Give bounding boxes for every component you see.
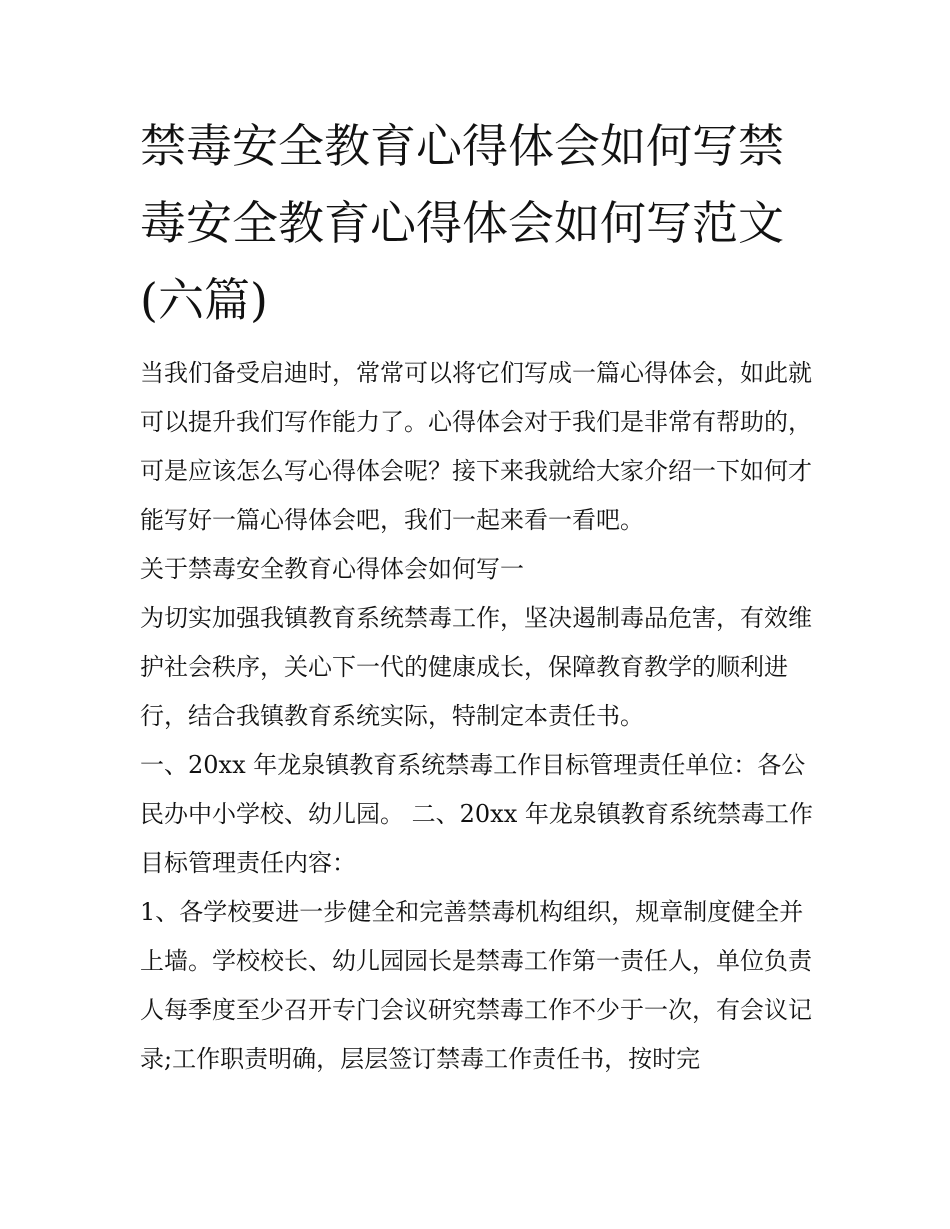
document-body	[140, 349, 818, 1084]
intro-paragraph: 当我们备受启迪时，常常可以将它们写成一篇心得体会，如此就可以提升我们写作能力了。心得体会对于我们是非常有帮助的，可是应该怎么写心得体会呢？接下来我就给大家介绍一下如何才能写好一篇心得体会吧，我们一起来看一看吧。	[140, 359, 812, 534]
body-paragraph: 一、20xx 年龙泉镇教育系统禁毒工作目标管理责任单位：各公民办中小学校、幼儿园。 二、20xx 年龙泉镇教育系统禁毒工作目标管理责任内容：	[140, 751, 813, 877]
body-paragraph: 为切实加强我镇教育系统禁毒工作，坚决遏制毒品危害，有效维护社会秩序，关心下一代的健康成长，保障教育教学的顺利进行，结合我镇教育系统实际，特制定本责任书。	[140, 604, 812, 730]
body-paragraph: 1、各学校要进一步健全和完善禁毒机构组织，规章制度健全并上墙。学校校长、幼儿园园长是禁毒工作第一责任人，单位负责人每季度至少召开专门会议研究禁毒工作不少于一次，有会议记录;工作职责明确，层层签订禁毒工作责任书，按时完	[140, 898, 812, 1073]
section-heading: 关于禁毒安全教育心得体会如何写一	[140, 555, 524, 583]
document-page	[140, 108, 818, 1084]
document-title: 禁毒安全教育心得体会如何写禁毒安全教育心得体会如何写范文(六篇)	[140, 119, 784, 327]
